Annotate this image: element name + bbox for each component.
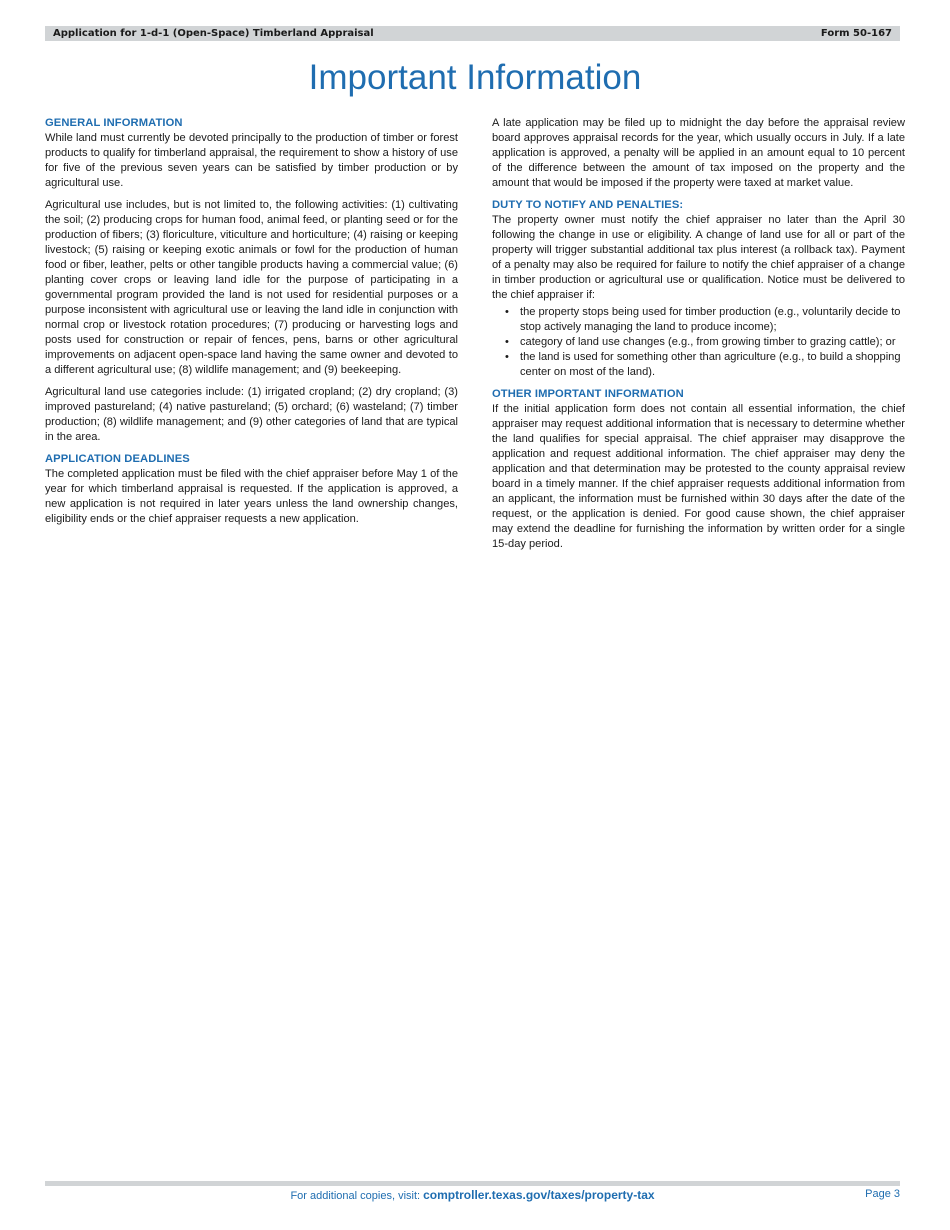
notify-conditions-list (492, 305, 905, 380)
form-header-bar (45, 26, 900, 41)
deadlines-paragraph: The completed application must be filed with the chief appraiser before May 1 of the year for which timberland appraisal is requested. If the application is approved, a new application is not required in later years unless the land ownership changes, eligibility ends or the chief appraiser requests a new application. (45, 468, 458, 525)
page-title: Important Information (308, 58, 642, 97)
list-item (492, 350, 905, 380)
footer-rule (45, 1181, 900, 1186)
bullet-icon: • (505, 351, 509, 363)
general-paragraph-3: Agricultural land use categories include: (1) irrigated cropland; (2) dry cropland; (3) improved pastureland; (4) native pastureland; (5) orchard; (6) wasteland; (7) timber production; (8) wildlife management; and (9) other categories of land that are typical in the area. (45, 386, 458, 443)
general-information-heading: GENERAL INFORMATION (45, 117, 183, 129)
list-item (492, 305, 905, 335)
list-item-text: the land is used for something other than agriculture (e.g., to build a shopping center on most of the land). (520, 351, 901, 378)
right-column (492, 116, 905, 559)
bullet-icon: • (505, 336, 509, 348)
other-information-heading: OTHER IMPORTANT INFORMATION (492, 388, 684, 400)
general-paragraph-1: While land must currently be devoted principally to the production of timber or forest products to qualify for timberland appraisal, the requirement to show a history of use for five of the previous seven years can be satisfied by timber production or by agricultural use. (45, 132, 458, 189)
footer-copies-text: For additional copies, visit: (290, 1190, 424, 1202)
page-number: Page 3 (865, 1188, 900, 1200)
late-application-paragraph: A late application may be filed up to midnight the day before the appraisal review board approves appraisal records for the year, which usually occurs in July. If a late application is approved, a penalty will be applied in an amount equal to 10 percent of the difference between the amount of tax imposed on the property and the amount that would be imposed if the property were taxed at market value. (492, 117, 905, 189)
bullet-icon: • (505, 306, 509, 318)
other-information-paragraph: If the initial application form does not contain all essential information, the chief appraiser may request additional information that is necessary to determine whether the land qualifies for special appraisal. The chief appraiser may disapprove the application and request additional information. The chief appraiser may deny the application and that determination may be protested to the county appraisal review board in a timely manner. If the chief appraiser requests additional information from an applicant, the information must be furnished within 30 days after the date of the request, or the application is denied. For good cause shown, the chief appraiser may extend the deadline for furnishing the information by written order for a single 15-day period. (492, 403, 905, 550)
application-deadlines-heading: APPLICATION DEADLINES (45, 453, 190, 465)
form-number: Form 50-167 (820, 28, 892, 39)
duty-paragraph: The property owner must notify the chief appraiser no later than the April 30 following the change in use or eligibility. A change of land use for all or part of the property will trigger substantial additional tax plus interest (a rollback tax). Payment of a penalty may also be required for failure to notify the chief appraiser of a change in timber production or agricultural use or qualification. Notice must be delivered to the chief appraiser if: (492, 214, 905, 301)
footer-copies (45, 1188, 900, 1202)
general-paragraph-2: Agricultural use includes, but is not limited to, the following activities: (1) cultivating the soil; (2) producing crops for human food, animal feed, or planting seed or for the production of fibers; (3) floriculture, viticulture and horticulture; (4) raising or keeping livestock; (5) raising or keeping exotic animals or fowl for the production of human food or fiber, leather, pelts or other tangible products having a commercial value; (6) planting cover crops or leaving land idle for the purpose of participating in a governmental program provided the land is not used for residential purposes or a purpose inconsistent with agricultural use or leaving the land idle in conjunction with normal crop or livestock rotation procedures; (7) producing or harvesting logs and posts used for construction or repair of fences, pens, barns or other agricultural improvements on adjacent open-space land having the same owner and devoted to a different agricultural use; (8) wildlife management; and (9) beekeeping. (45, 199, 458, 376)
left-column (45, 116, 458, 534)
duty-to-notify-heading: DUTY TO NOTIFY AND PENALTIES: (492, 199, 684, 211)
list-item-text: category of land use changes (e.g., from growing timber to grazing cattle); or (520, 336, 896, 348)
comptroller-link[interactable]: comptroller.texas.gov/taxes/property-tax (423, 1188, 655, 1202)
list-item-text: the property stops being used for timber production (e.g., voluntarily decide to stop actively managing the land to produce income); (520, 306, 901, 333)
page-footer (45, 1188, 900, 1204)
list-item (492, 335, 905, 350)
form-title: Application for 1-d-1 (Open-Space) Timberland Appraisal (53, 28, 374, 39)
